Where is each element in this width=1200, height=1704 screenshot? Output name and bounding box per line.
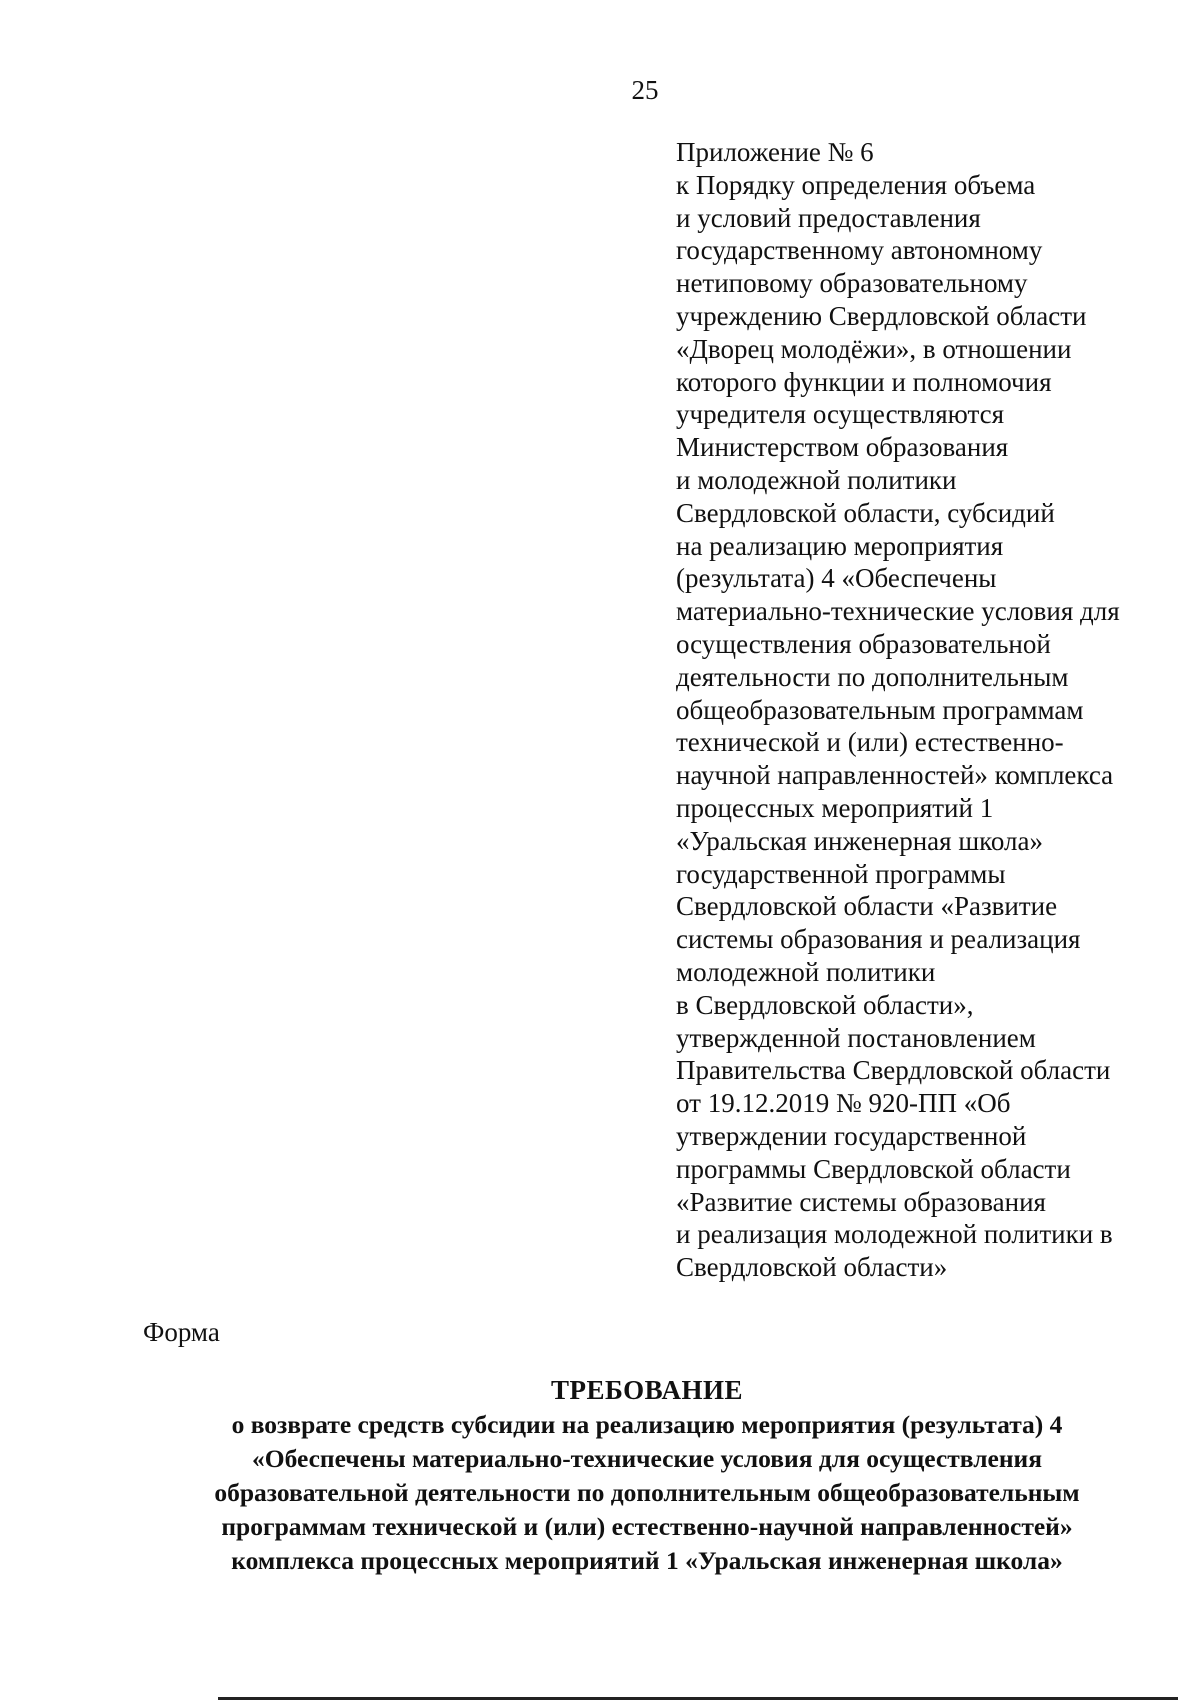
appendix-line: государственному автономному xyxy=(676,235,1043,266)
appendix-reference-block xyxy=(676,136,1196,1284)
appendix-line: «Развитие системы образования xyxy=(676,1186,1046,1217)
bottom-divider xyxy=(218,1697,1178,1700)
appendix-line: от 19.12.2019 № 920-ПП «Об xyxy=(676,1088,1011,1119)
appendix-line: научной направленностей» комплекса xyxy=(676,760,1114,791)
appendix-line: и реализация молодежной политики в xyxy=(676,1219,1113,1250)
appendix-line: Министерством образования xyxy=(676,432,1009,463)
appendix-line: на реализацию мероприятия xyxy=(676,530,1004,561)
title-subtitle-line: образовательной деятельности по дополнительным общеобразовательным xyxy=(214,1478,1080,1507)
appendix-line: «Дворец молодёжи», в отношении xyxy=(676,333,1072,364)
appendix-line: Свердловской области, субсидий xyxy=(676,497,1055,528)
appendix-line: учредителя осуществляются xyxy=(676,399,1004,430)
appendix-line: утверждении государственной xyxy=(676,1120,1027,1151)
form-label: Форма xyxy=(143,1317,220,1347)
appendix-line: программы Свердловской области xyxy=(676,1153,1071,1184)
appendix-line: государственной программы xyxy=(676,858,1006,889)
appendix-line: деятельности по дополнительным xyxy=(676,661,1069,692)
appendix-line: процессных мероприятий 1 xyxy=(676,792,994,823)
appendix-line: Правительства Свердловской области xyxy=(676,1055,1111,1086)
document-title-block xyxy=(0,1372,1200,1578)
appendix-line: нетиповому образовательному xyxy=(676,268,1028,299)
appendix-line: технической и (или) естественно- xyxy=(676,727,1064,758)
appendix-line: в Свердловской области», xyxy=(676,989,974,1020)
title-subtitle-line: программам технической и (или) естественно-научной направленностей» xyxy=(221,1512,1073,1541)
appendix-line: Свердловской области» xyxy=(676,1252,948,1283)
appendix-line: учреждению Свердловской области xyxy=(676,300,1087,331)
title-subtitle-line: о возврате средств субсидии на реализацию мероприятия (результата) 4 xyxy=(231,1410,1063,1439)
appendix-line: к Порядку определения объема xyxy=(676,169,1036,200)
appendix-line: и условий предоставления xyxy=(676,202,981,233)
appendix-line: молодежной политики xyxy=(676,956,936,987)
page-number: 25 xyxy=(631,75,659,105)
title-subtitle-line: «Обеспечены материально-технические условия для осуществления xyxy=(251,1444,1042,1473)
appendix-line: осуществления образовательной xyxy=(676,628,1051,659)
appendix-line: которого функции и полномочия xyxy=(676,366,1052,397)
appendix-line: (результата) 4 «Обеспечены xyxy=(676,563,997,594)
appendix-line: утвержденной постановлением xyxy=(676,1022,1036,1053)
appendix-line: материально-технические условия для xyxy=(676,596,1120,627)
appendix-line: Свердловской области «Развитие xyxy=(676,891,1058,922)
document-title: ТРЕБОВАНИЕ xyxy=(551,1375,743,1405)
title-subtitle-line: комплекса процессных мероприятий 1 «Уральская инженерная школа» xyxy=(231,1546,1063,1575)
appendix-line: общеобразовательным программам xyxy=(676,694,1084,725)
appendix-line: Приложение № 6 xyxy=(676,137,874,167)
appendix-line: и молодежной политики xyxy=(676,464,957,495)
appendix-line: системы образования и реализация xyxy=(676,924,1081,955)
appendix-line: «Уральская инженерная школа» xyxy=(676,825,1043,856)
